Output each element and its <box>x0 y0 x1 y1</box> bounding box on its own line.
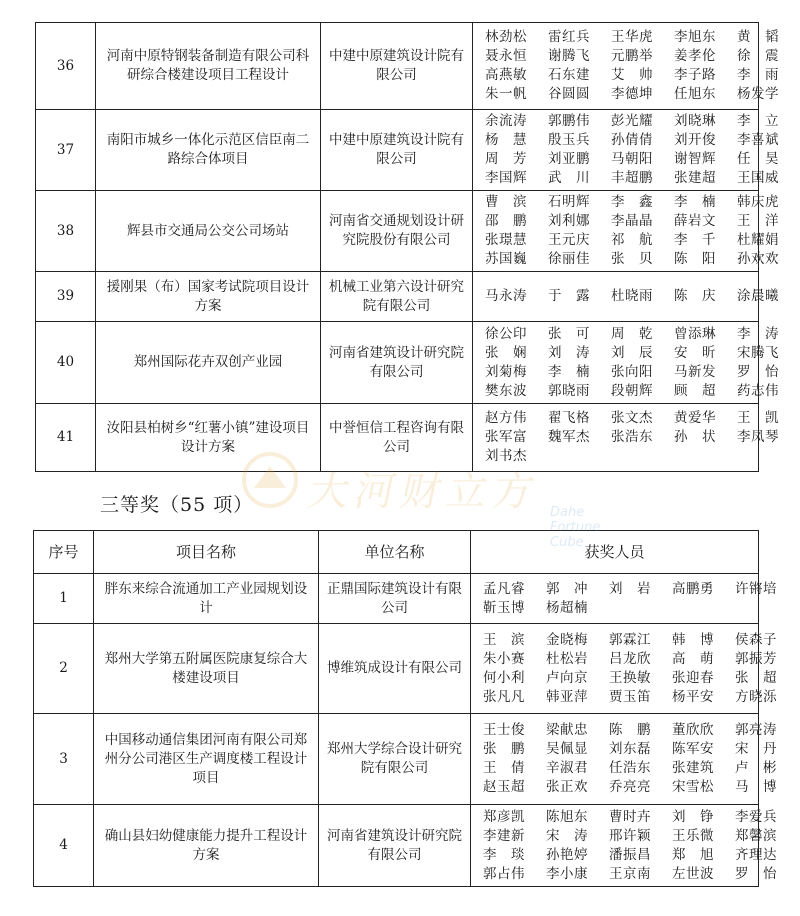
winner-name: 刘菊梅 <box>485 363 527 380</box>
winner-list <box>473 404 779 472</box>
table-row <box>36 110 759 191</box>
winner-list <box>473 322 779 404</box>
winner-name: 侯森子 <box>735 631 777 648</box>
winner-name: 左世波 <box>672 865 714 882</box>
winner-name: 殷玉兵 <box>548 132 590 148</box>
winner-name: 张文杰 <box>611 410 653 426</box>
winner-grid <box>483 580 777 618</box>
project-name: 确山县妇幼健康能力提升工程设计方案 <box>94 805 319 887</box>
winner-name: 雷红兵 <box>548 29 590 45</box>
winner-list <box>471 624 777 714</box>
winner-name: 周 乾 <box>611 325 653 342</box>
header-no: 序号 <box>34 531 94 574</box>
winner-name: 于 露 <box>548 288 590 304</box>
winner-name: 陈 鹏 <box>609 722 651 738</box>
winner-name: 罗 怡 <box>735 865 777 882</box>
row-number: 3 <box>34 714 94 805</box>
table-header <box>34 531 759 574</box>
winner-name: 元鹏举 <box>611 48 653 64</box>
winner-name: 石东建 <box>548 67 590 83</box>
winner-name: 张正欢 <box>546 779 588 795</box>
winner-name: 徐丽佳 <box>548 251 590 267</box>
project-name: 中国移动通信集团河南有限公司郑州分公司港区生产调度楼工程设计项目 <box>94 714 319 805</box>
winner-name: 李 雨 <box>737 67 779 83</box>
table-row <box>36 23 759 110</box>
winner-name: 杜耀娟 <box>737 232 779 248</box>
winner-list <box>473 191 779 272</box>
winner-name: 祁 航 <box>611 232 653 248</box>
winner-name: 马 博 <box>735 779 777 795</box>
winner-name: 张 可 <box>548 325 590 342</box>
winner-name: 刘 岩 <box>609 580 651 597</box>
winner-grid <box>485 112 779 188</box>
winner-name: 安 昕 <box>674 344 716 361</box>
winner-name: 李 立 <box>737 113 779 129</box>
winner-name: 王元庆 <box>548 232 590 248</box>
winner-name: 宋 丹 <box>735 741 777 757</box>
winner-name: 王 凯 <box>737 410 779 426</box>
winner-name: 张 鹏 <box>483 741 525 757</box>
winner-name: 陈旭东 <box>546 808 588 825</box>
winner-name: 石明辉 <box>548 194 590 210</box>
winner-name: 赵玉超 <box>483 779 525 795</box>
winner-name: 宋雪松 <box>672 779 714 795</box>
winner-name: 李小康 <box>546 865 588 882</box>
winner-name: 高 萌 <box>672 650 714 667</box>
winner-name: 高鹏勇 <box>672 580 714 597</box>
winner-name: 孙倩倩 <box>611 132 653 148</box>
section-heading-third-prize: 三等奖（55 项） <box>100 494 254 516</box>
winner-name: 药志伟 <box>737 382 779 399</box>
winner-name: 张浩东 <box>611 429 653 445</box>
winner-name: 郑馨滨 <box>735 827 777 844</box>
winner-name: 齐理达 <box>735 846 777 863</box>
row-number: 39 <box>36 272 96 322</box>
winner-name: 邢许颖 <box>609 827 651 844</box>
winner-name: 孟凡睿 <box>483 580 525 597</box>
winner-name: 王乐微 <box>672 827 714 844</box>
winner-name: 杨平安 <box>672 688 714 705</box>
winner-name: 张建超 <box>674 170 716 186</box>
winner-name: 张 超 <box>735 669 777 686</box>
table-row <box>36 191 759 272</box>
winner-name: 谢腾飞 <box>548 48 590 64</box>
winner-name: 杨超楠 <box>546 599 588 616</box>
winner-name: 郭亮涛 <box>735 722 777 738</box>
winner-grid <box>483 631 777 707</box>
header-project-name: 项目名称 <box>94 531 319 574</box>
winner-name: 吴佩显 <box>546 741 588 757</box>
winner-grid <box>483 721 777 797</box>
winner-name: 吕龙欣 <box>609 650 651 667</box>
project-name: 郑州大学第五附属医院康复综合大楼建设项目 <box>94 624 319 714</box>
winner-name: 王 倩 <box>483 760 525 776</box>
table-row <box>34 574 759 624</box>
third-prize-table-body <box>34 574 777 887</box>
third-prize-table <box>33 530 777 887</box>
winner-name: 翟飞格 <box>548 410 590 426</box>
winner-name: 王京南 <box>609 865 651 882</box>
winner-name: 曹 滨 <box>485 194 527 210</box>
winner-name: 周 芳 <box>485 151 527 167</box>
winner-name: 曾添琳 <box>674 325 716 342</box>
winner-grid <box>485 325 779 401</box>
winner-list <box>471 805 777 887</box>
winner-name: 许锵培 <box>735 580 777 597</box>
winner-name: 王 滨 <box>483 631 525 648</box>
award-table-body <box>36 23 779 472</box>
winner-name: 曹时卉 <box>609 808 651 825</box>
unit-name: 中建中原建筑设计院有限公司 <box>321 23 473 110</box>
winner-name: 李国辉 <box>485 170 527 186</box>
project-name: 援刚果（布）国家考试院项目设计方案 <box>96 272 321 322</box>
winner-name: 彭光耀 <box>611 113 653 129</box>
table-row <box>34 624 759 714</box>
unit-name: 河南省建筑设计研究院有限公司 <box>321 322 473 404</box>
winner-name: 林劲松 <box>485 29 527 45</box>
winner-name: 乔亮亮 <box>609 779 651 795</box>
winner-name: 郭 冲 <box>546 580 588 597</box>
winner-name: 辛淑君 <box>546 760 588 776</box>
winner-name: 陈 庆 <box>674 288 716 304</box>
winner-name: 方晓泺 <box>735 688 777 705</box>
winner-name: 王国威 <box>737 170 779 186</box>
winner-name: 张迎春 <box>672 669 714 686</box>
winner-name: 贾玉笛 <box>609 688 651 705</box>
project-name: 汝阳县柏树乡“红薯小镇”建设项目设计方案 <box>96 404 321 472</box>
winner-list <box>473 272 779 322</box>
winner-name: 艾 帅 <box>611 67 653 83</box>
winner-name: 王换敏 <box>609 669 651 686</box>
project-name: 郑州国际花卉双创产业园 <box>96 322 321 404</box>
winner-name: 刘晓琳 <box>674 113 716 129</box>
winner-name: 樊东波 <box>485 382 527 399</box>
winner-list <box>473 110 779 191</box>
unit-name: 博维筑成设计有限公司 <box>319 624 471 714</box>
project-name: 河南中原特钢装备制造有限公司科研综合楼建设项目工程设计 <box>96 23 321 110</box>
winner-grid <box>483 808 777 884</box>
winner-list <box>471 714 777 805</box>
table-row <box>34 805 759 887</box>
winner-name: 梁献忠 <box>546 722 588 738</box>
winner-grid <box>485 287 779 306</box>
winner-name: 李 琰 <box>483 846 525 863</box>
winner-name: 孙艳婷 <box>546 846 588 863</box>
winner-name: 罗 怡 <box>737 363 779 380</box>
winner-name: 段朝辉 <box>611 382 653 399</box>
winner-name: 杨 慧 <box>485 132 527 148</box>
winner-name: 韩庆虎 <box>737 194 779 210</box>
winner-name: 张 贝 <box>611 251 653 267</box>
winner-name: 李德坤 <box>611 86 653 102</box>
winner-name: 王士俊 <box>483 722 525 738</box>
winner-name: 李晶晶 <box>611 213 653 229</box>
unit-name: 郑州大学综合设计研究院有限公司 <box>319 714 471 805</box>
winner-name: 郑 旭 <box>672 846 714 863</box>
winner-name: 韩 博 <box>672 631 714 648</box>
winner-name: 刘 辰 <box>611 344 653 361</box>
winner-name: 李子路 <box>674 67 716 83</box>
winner-name: 马朝阳 <box>611 151 653 167</box>
winner-name: 刘利娜 <box>548 213 590 229</box>
winner-name: 赵方伟 <box>485 410 527 426</box>
unit-name: 河南省交通规划设计研究院股份有限公司 <box>321 191 473 272</box>
winner-name: 姜孝伦 <box>674 48 716 64</box>
winner-grid <box>485 28 779 104</box>
watermark-text: 大河财立方 <box>304 469 545 515</box>
winner-name: 杜晓雨 <box>611 288 653 304</box>
winner-name: 高燕敏 <box>485 67 527 83</box>
winner-name: 丰超鹏 <box>611 170 653 186</box>
winner-name: 刘 铮 <box>672 808 714 825</box>
winner-name: 马新发 <box>674 363 716 380</box>
row-number: 2 <box>34 624 94 714</box>
row-number: 37 <box>36 110 96 191</box>
unit-name: 机械工业第六设计研究院有限公司 <box>321 272 473 322</box>
winner-name: 任 昊 <box>737 151 779 167</box>
winner-name: 韩亚萍 <box>546 688 588 705</box>
project-name: 南阳市城乡一体化示范区信臣南二路综合体项目 <box>96 110 321 191</box>
winner-name: 苏国巍 <box>485 251 527 267</box>
winner-name: 李旭东 <box>674 29 716 45</box>
winner-name: 宋腾飞 <box>737 344 779 361</box>
winner-list <box>471 574 777 624</box>
winner-grid <box>485 409 779 466</box>
winner-name: 杜松岩 <box>546 650 588 667</box>
winner-name: 陈 阳 <box>674 251 716 267</box>
winner-name: 王华虎 <box>611 29 653 45</box>
winner-name: 顾 超 <box>674 382 716 399</box>
winner-name: 潘振昌 <box>609 846 651 863</box>
winner-name: 郭振芳 <box>735 650 777 667</box>
winner-name: 郭霖江 <box>609 631 651 648</box>
winner-name: 张凡凡 <box>483 688 525 705</box>
row-number: 36 <box>36 23 96 110</box>
header-unit-name: 单位名称 <box>319 531 471 574</box>
winner-name: 薛岩文 <box>674 213 716 229</box>
table-row <box>36 272 759 322</box>
winner-list <box>473 23 779 110</box>
winner-name: 马永涛 <box>485 288 527 304</box>
winner-name: 郑彦凯 <box>483 808 525 825</box>
winner-name: 李 千 <box>674 232 716 248</box>
winner-name: 孙欢欢 <box>737 251 779 267</box>
winner-name: 刘书杰 <box>485 448 527 464</box>
winner-name: 魏军杰 <box>548 429 590 445</box>
winner-name: 李凤琴 <box>737 429 779 445</box>
winner-name: 黄爱华 <box>674 410 716 426</box>
row-number: 1 <box>34 574 94 624</box>
winner-name: 孙 状 <box>674 429 716 445</box>
unit-name: 正鼎国际建筑设计有限公司 <box>319 574 471 624</box>
winner-name: 郭晓雨 <box>548 382 590 399</box>
winner-name: 郭占伟 <box>483 865 525 882</box>
project-name: 胖东来综合流通加工产业园规划设计 <box>94 574 319 624</box>
winner-name: 张 娴 <box>485 344 527 361</box>
winner-name: 刘亚鹏 <box>548 151 590 167</box>
project-name: 辉县市交通局公交公司场站 <box>96 191 321 272</box>
winner-name: 金晓梅 <box>546 631 588 648</box>
winner-name: 李爱兵 <box>735 808 777 825</box>
winner-name: 张军富 <box>485 429 527 445</box>
winner-name: 李 鑫 <box>611 194 653 210</box>
winner-name: 王 洋 <box>737 213 779 229</box>
winner-name: 杨发学 <box>737 86 779 102</box>
header-winners: 获奖人员 <box>471 531 759 574</box>
winner-name: 李建新 <box>483 827 525 844</box>
unit-name: 中建中原建筑设计院有限公司 <box>321 110 473 191</box>
winner-name: 靳玉博 <box>483 599 525 616</box>
winner-name: 武 川 <box>548 170 590 186</box>
winner-name: 卢 彬 <box>735 760 777 776</box>
winner-name: 邵 鹏 <box>485 213 527 229</box>
winner-name: 任旭东 <box>674 86 716 102</box>
winner-name: 余流涛 <box>485 113 527 129</box>
winner-name: 李 楠 <box>548 363 590 380</box>
winner-name: 聂永恒 <box>485 48 527 64</box>
winner-name: 刘东磊 <box>609 741 651 757</box>
winner-name: 涂晨曦 <box>737 288 779 304</box>
unit-name: 河南省建筑设计研究院有限公司 <box>319 805 471 887</box>
winner-name: 董欣欣 <box>672 722 714 738</box>
winner-name: 谢智辉 <box>674 151 716 167</box>
winner-name: 张璟慧 <box>485 232 527 248</box>
winner-name: 何小利 <box>483 669 525 686</box>
winner-name: 李喜斌 <box>737 132 779 148</box>
winner-name: 徐 震 <box>737 48 779 64</box>
winner-name: 郭鹏伟 <box>548 113 590 129</box>
table-row <box>34 714 759 805</box>
winner-name: 刘开俊 <box>674 132 716 148</box>
row-number: 40 <box>36 322 96 404</box>
winner-name: 宋 涛 <box>546 827 588 844</box>
winner-name: 刘 涛 <box>548 344 590 361</box>
winner-name: 任浩东 <box>609 760 651 776</box>
winner-name: 黄 韬 <box>737 29 779 45</box>
winner-name: 李 楠 <box>674 194 716 210</box>
table-row <box>36 322 759 404</box>
award-table-continued <box>35 22 779 472</box>
winner-grid <box>485 193 779 269</box>
winner-name: 李 涛 <box>737 325 779 342</box>
unit-name: 中誉恒信工程咨询有限公司 <box>321 404 473 472</box>
row-number: 4 <box>34 805 94 887</box>
winner-name: 谷圆圆 <box>548 86 590 102</box>
winner-name: 陈军安 <box>672 741 714 757</box>
winner-name: 卢向京 <box>546 669 588 686</box>
winner-name: 张向阳 <box>611 363 653 380</box>
row-number: 38 <box>36 191 96 272</box>
winner-name: 张建筑 <box>672 760 714 776</box>
watermark-subtitle: Dahe Fortune Cube <box>550 505 601 550</box>
winner-name: 徐公印 <box>485 325 527 342</box>
winner-name: 朱小赛 <box>483 650 525 667</box>
row-number: 41 <box>36 404 96 472</box>
table-row <box>36 404 759 472</box>
winner-name: 朱一帆 <box>485 86 527 102</box>
